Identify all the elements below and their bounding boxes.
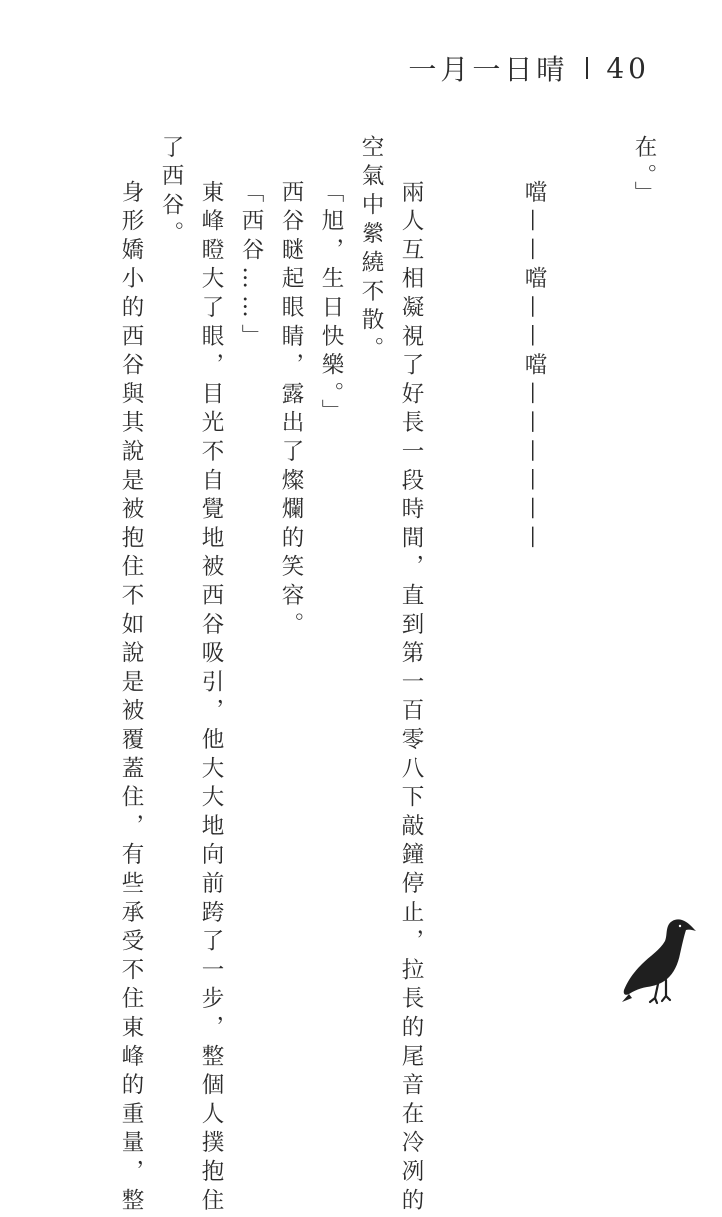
text-column-7: 「西谷……」 bbox=[238, 180, 264, 353]
chapter-title: 一月一日晴 bbox=[408, 53, 569, 86]
text-column-10: 身形嬌小的西谷與其說是被抱住不如說是被覆蓋住，有些承受不住東峰的重量，整 bbox=[118, 180, 144, 1217]
text-column-2: 噹——噹——噹—————— bbox=[521, 180, 547, 555]
text-column-1: 在。」 bbox=[631, 135, 657, 211]
text-column-8: 東峰瞪大了眼，目光不自覺地被西谷吸引，他大大地向前跨了一步，整個人撲抱住 bbox=[198, 180, 224, 1217]
text-column-3: 兩人互相凝視了好長一段時間，直到第一百零八下敲鐘停止，拉長的尾音在冷冽的 bbox=[398, 180, 424, 1217]
page-number: 40 bbox=[606, 51, 650, 85]
page-header bbox=[408, 48, 650, 88]
text-column-9: 了西谷。 bbox=[158, 135, 184, 251]
text-column-6: 西谷瞇起眼睛，露出了燦爛的笑容。 bbox=[278, 180, 304, 641]
text-column-4: 空氣中縈繞不散。 bbox=[358, 135, 384, 366]
header-divider bbox=[586, 57, 588, 79]
crow-icon bbox=[620, 914, 708, 1006]
text-column-5: 「旭，生日快樂。」 bbox=[318, 180, 344, 428]
